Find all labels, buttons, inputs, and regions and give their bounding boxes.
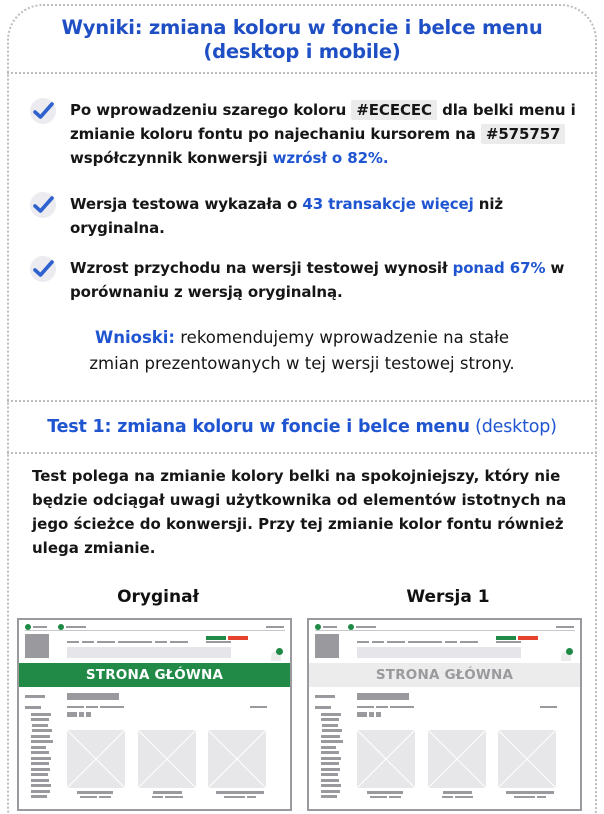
search-placeholder [357,647,521,658]
divider [7,400,597,402]
results-subtitle: (desktop i mobile) [203,40,401,63]
bullet-text: Wzrost przychodu na wersji testowej wynosił ponad 67% w porównaniu z wersją oryginalną. [70,259,565,301]
result-bullet-3 [30,256,590,304]
bullet-text: Po wprowadzeniu szarego koloru #ECECEC dla belki menu i zmianie koloru fontu po najechaniu kursorem na #575757 współczynnik konwersji wzrósł o 82%. [70,101,576,167]
divider [7,452,597,454]
green-tab [496,636,516,640]
red-tab [228,636,248,640]
search-placeholder [67,647,231,658]
conclusion: Wnioski: rekomendujemy wprowadzenie na stałe zmian prezentowanych w tej wersji testowej strony. [89,328,515,373]
test1-description: Test polega na zmianie kolory belki na spokojniejszy, który nie będzie odciągał uwagi użytkownika od elementów istotnych na jego ścieżce do konwersji. Przy tej zmianie kolor fontu również ulega zmianie. [32,467,567,557]
image-placeholder [357,730,415,788]
variant-label-original: Oryginał [117,587,199,607]
results-title: Wyniki: zmiana koloru w foncie i belce menu [61,16,543,39]
red-tab [518,636,538,640]
check-icon [30,192,56,218]
wireframe-version1 [307,618,582,811]
divider [7,72,597,74]
variant-label-version1: Wersja 1 [406,587,490,607]
logo-placeholder [25,634,49,658]
green-tab [206,636,226,640]
wireframe-original [17,618,292,811]
result-bullet-1 [30,98,590,170]
image-placeholder [208,730,266,788]
menu-bar-original: STRONA GŁÓWNA [19,663,290,687]
bullet-text: Wersja testowa wykazała o 43 transakcje więcej niż oryginalna. [70,195,504,237]
highlight-text: 43 transakcje więcej [302,195,474,213]
check-icon [30,256,56,282]
check-icon [30,98,56,124]
logo-placeholder [315,634,339,658]
conclusion-label: Wnioski: [95,328,176,347]
image-placeholder [428,730,486,788]
image-placeholder [138,730,196,788]
test1-title: Test 1: zmiana koloru w foncie i belce menu (desktop) [47,417,557,437]
result-bullet-2 [30,192,590,240]
image-placeholder [498,730,556,788]
color-code-chip: #ECECEC [351,100,437,120]
image-placeholder [67,730,125,788]
color-code-chip: #575757 [481,124,566,144]
menu-bar-version1: STRONA GŁÓWNA [309,663,580,687]
highlight-text: wzrósł o 82%. [272,149,389,167]
highlight-text: ponad 67% [452,259,546,277]
